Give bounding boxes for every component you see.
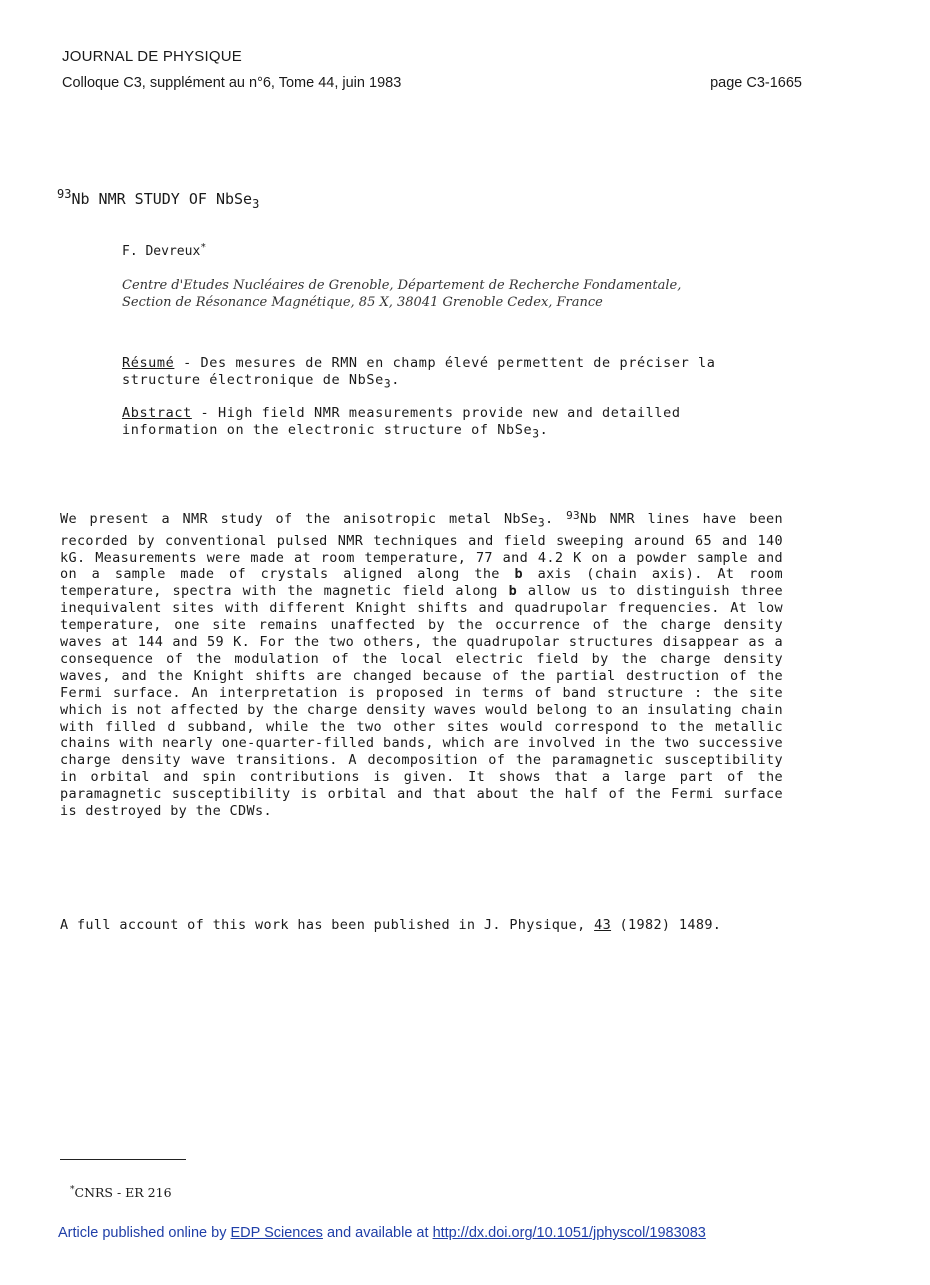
- title-text: Nb NMR STUDY OF NbSe: [71, 190, 253, 208]
- body-isotope: 93: [566, 509, 581, 522]
- article-title: [57, 187, 259, 211]
- colloque-info: Colloque C3, supplément au n°6, Tome 44, juin 1983: [62, 75, 402, 91]
- publisher-line: [58, 1225, 706, 1241]
- body-text-2: Nb NMR lines have been recorded by conventional pulsed NMR techniques and field sweeping around 65 and 140 kG. Measurements were made at room temperature, 77 and 4.2 K on a powder sample and on a sample made of crystals aligned along the: [60, 511, 783, 583]
- body-text-1-end: .: [545, 511, 567, 527]
- abstract-end: .: [539, 422, 549, 438]
- abstract-lead: Abstract: [122, 405, 192, 421]
- body-bold-b-1: b: [514, 566, 523, 583]
- body-text-1: We present a NMR study of the anisotropic metal NbSe: [60, 511, 538, 527]
- publisher-prefix: Article published online by: [58, 1225, 231, 1241]
- abstract: [122, 405, 722, 443]
- full-account-text: A full account of this work has been published in J. Physique,: [60, 917, 595, 933]
- affiliation: [122, 277, 842, 311]
- resume-text: - Des mesures de RMN en champ élevé permettent de préciser la structure électronique de NbSe: [122, 355, 716, 388]
- edp-sciences-link[interactable]: EDP Sciences: [230, 1225, 323, 1241]
- body-text-4: allow us to distinguish three inequivalent sites with different Knight shifts and quadrupolar frequencies. At low temperature, one site remains unaffected by the occurrence of the charge density waves at 144 and 59 K. For the two others, the quadrupolar structures disappear as a consequence of the modulation of the local electric field by the charge density waves, and the Knight shifts are changed because of the partial destruction of the Fermi surface. An interpretation is proposed in terms of band structure : the site which is not affected by the charge density waves would belong to an insulating chain with filled d subband, while the two other sites would correspond to the metallic chains with nearly one-quarter-filled bands, which are involved in the two successive charge density wave transitions. A decomposition of the paramagnetic susceptibility in orbital and spin contributions is given. It shows that a large part of the paramagnetic susceptibility is orbital and that about the half of the Fermi surface is destroyed by the CDWs.: [60, 583, 783, 820]
- footnote-divider: [60, 1159, 186, 1160]
- full-account-rest: (1982) 1489.: [611, 917, 722, 933]
- body-subscript: 3: [537, 516, 545, 530]
- resume: [122, 355, 722, 393]
- author: [122, 242, 206, 259]
- title-subscript: 3: [252, 197, 260, 211]
- body-text-3: axis (chain axis). At room temperature, spectra with the magnetic field along: [60, 566, 783, 600]
- body-paragraph: [60, 511, 783, 820]
- resume-end: .: [391, 372, 400, 388]
- abstract-subscript: 3: [532, 427, 540, 441]
- full-account-volume: 43: [594, 917, 612, 933]
- title-isotope: 93: [57, 187, 72, 201]
- body-bold-b-2: b: [508, 583, 518, 600]
- journal-name: JOURNAL DE PHYSIQUE: [62, 48, 242, 65]
- resume-lead: Résumé: [122, 355, 175, 371]
- footnote-mark: *: [70, 1185, 75, 1195]
- footnote-text: CNRS - ER 216: [74, 1185, 172, 1200]
- affiliation-line-1: Centre d'Etudes Nucléaires de Grenoble, Département de Recherche Fondamentale,: [122, 278, 682, 293]
- author-name: F. Devreux: [122, 244, 201, 259]
- full-account-note: [60, 917, 783, 934]
- resume-subscript: 3: [383, 377, 392, 391]
- author-footnote-mark: *: [200, 242, 207, 253]
- abstract-text: - High field NMR measurements provide new and detailled information on the electronic structure of NbSe: [122, 405, 681, 438]
- page-number: page C3-1665: [710, 75, 802, 91]
- doi-link[interactable]: http://dx.doi.org/10.1051/jphyscol/1983083: [432, 1225, 706, 1241]
- affiliation-line-2: Section de Résonance Magnétique, 85 X, 38041 Grenoble Cedex, France: [122, 295, 603, 310]
- publisher-middle: and available at: [322, 1225, 433, 1241]
- footnote: [70, 1185, 172, 1200]
